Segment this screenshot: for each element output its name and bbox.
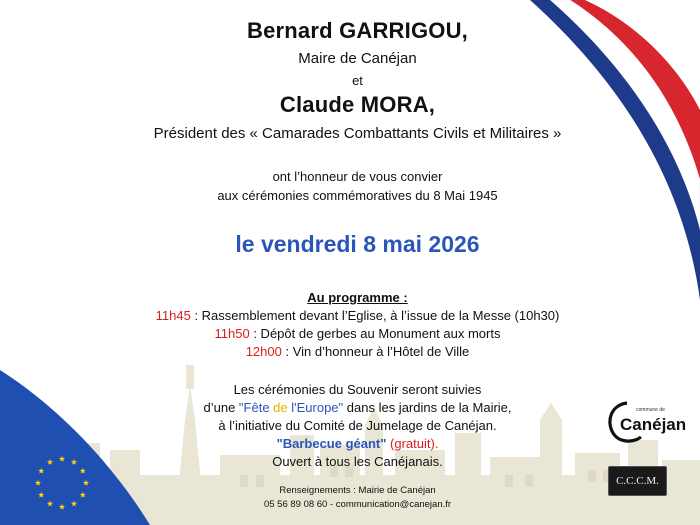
fete-quote: " [238,400,244,415]
programme-text: : Dépôt de gerbes au Monument aux morts [249,326,501,341]
fete-quote: " [338,400,344,415]
fete-de-word: de [273,400,292,415]
programme-text: : Vin d’honneur à l’Hôtel de Ville [281,344,470,359]
fete-line-2 [0,400,700,415]
fete-line-3: à l’initiative du Comité de Jumelage de Canéjan. [218,418,497,433]
barbecue-text: "Barbecue géant" [276,436,387,451]
fete-line-4 [0,436,700,451]
programme-item [0,326,700,341]
programme-heading-text: Au programme : [307,290,408,305]
programme-time: 11h45 [155,308,191,323]
fete-line-1: Les cérémonies du Souvenir seront suivies [233,382,482,397]
event-date: le vendredi 8 mai 2026 [235,231,480,257]
canejan-logo [603,397,698,447]
mayor-name: Bernard GARRIGOU, [247,18,468,43]
programme-item [0,308,700,323]
programme-text: : Rassemblement devant l’Eglise, à l’issue de la Messe (10h30) [190,308,560,323]
fete-text: d’une [203,400,239,415]
programme-item [0,344,700,359]
programme-time: 12h00 [245,344,282,359]
fete-word: Fête [243,400,274,415]
canejan-logo-small-text: commune de [636,407,665,413]
gratuit-text: (gratuit). [386,436,439,451]
invitation-line-2: aux cérémonies commémoratives du 8 Mai 1945 [217,188,498,203]
fete-europe-word: l'Europe [291,400,339,415]
programme-time: 11h50 [214,326,250,341]
fete-text: dans les jardins de la Mairie, [343,400,512,415]
mayor-title: Maire de Canéjan [298,50,417,67]
canejan-logo-text: Canéjan [620,415,687,434]
footer-contact: 05 56 89 08 60 - communication@canejan.fr [263,499,452,510]
fete-line-5: Ouvert à tous les Canéjanais. [272,454,443,469]
conjunction: et [352,73,363,88]
president-name: Claude MORA, [279,92,436,117]
president-title: Président des « Camarades Combattants Civils et Militaires » [153,125,562,142]
footer-info: Renseignements : Mairie de Canéjan [279,485,436,496]
programme-heading [0,290,700,305]
cccm-logo: C.C.C.M. [608,466,667,496]
invitation-line-1: ont l’honneur de vous convier [272,169,443,184]
